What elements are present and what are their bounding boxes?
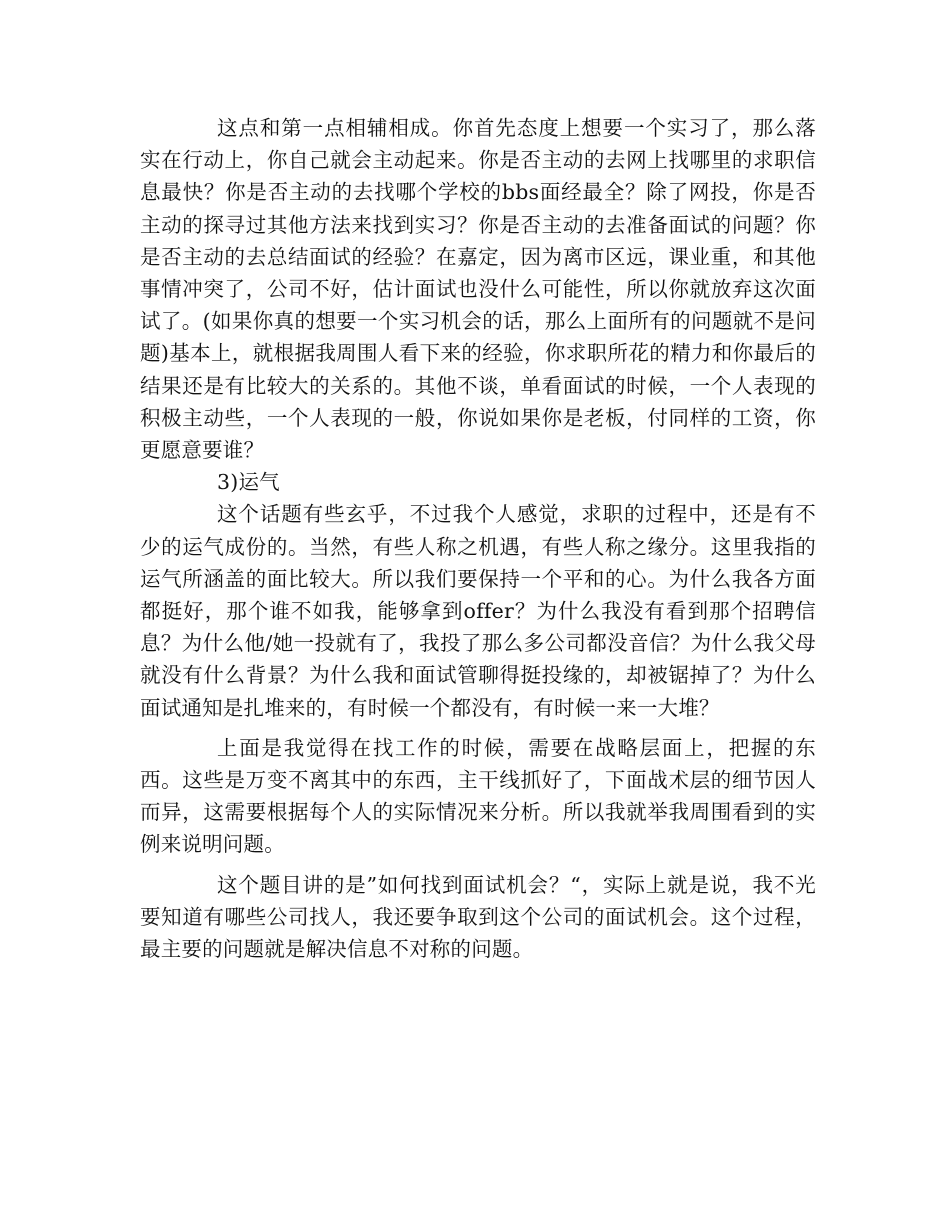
paragraph-luck: 这个话题有些玄乎，不过我个人感觉，求职的过程中，还是有不少的运气成份的。当然，有些人称之机遇，有些人称之缘分。这里我指的运气所涵盖的面比较大。所以我们要保持一个平和的心。为什么我各方面都挺好，那个谁不如我，能够拿到offer？为什么我没有看到那个招聘信息？为什么他/她一投就有了，我投了那么多公司都没音信？为什么我父母就没有什么背景？为什么我和面试管聊得挺投缘的，却被锯掉了？为什么面试通知是扎堆来的，有时候一个都没有，有时候一来一大堆？ <box>140 502 816 720</box>
body-text <box>140 112 816 965</box>
paragraph-strategy-summary: 上面是我觉得在找工作的时候，需要在战略层面上，把握的东西。这些是万变不离其中的东西，主干线抓好了，下面战术层的细节因人而异，这需要根据每个人的实际情况来分析。所以我就举我周围看到的实例来说明问题。 <box>140 735 816 857</box>
paragraph-initiative: 这点和第一点相辅相成。你首先态度上想要一个实习了，那么落实在行动上，你自己就会主动起来。你是否主动的去网上找哪里的求职信息最快？你是否主动的去找哪个学校的bbs面经最全？除了网投，你是否主动的探寻过其他方法来找到实习？你是否主动的去准备面试的问题？你是否主动的去总结面试的经验？在嘉定，因为离市区远，课业重，和其他事情冲突了，公司不好，估计面试也没什么可能性，所以你就放弃这次面试了。(如果你真的想要一个实习机会的话，那么上面所有的问题就不是问题)基本上，就根据我周围人看下来的经验，你求职所花的精力和你最后的结果还是有比较大的关系的。其他不谈，单看面试的时候，一个人表现的积极主动些，一个人表现的一般，你说如果你是老板，付同样的工资，你更愿意要谁？ <box>140 116 816 463</box>
paragraph-finding-interviews: 这个题目讲的是”如何找到面试机会？“，实际上就是说，我不光要知道有哪些公司找人，我还要争取到这个公司的面试机会。这个过程，最主要的问题就是解决信息不对称的问题。 <box>140 872 816 962</box>
section-heading-luck: 3)运气 <box>217 470 280 495</box>
